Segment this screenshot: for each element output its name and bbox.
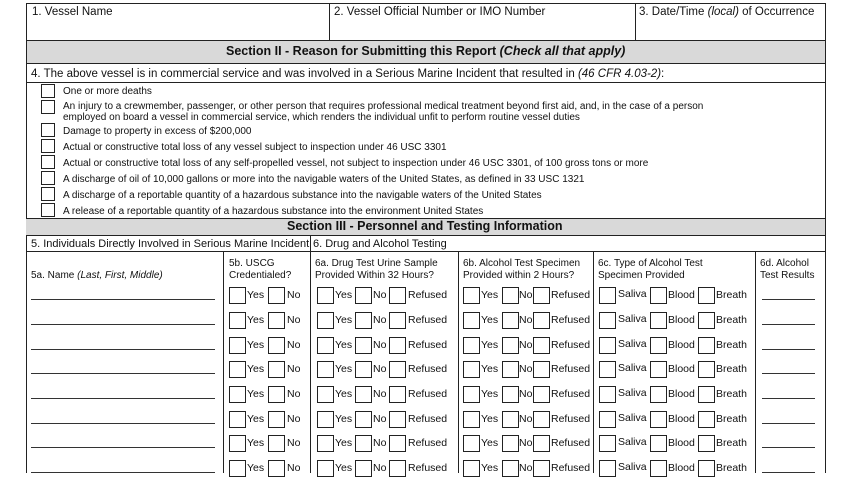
alcohol-test-refused-checkbox[interactable] <box>533 287 550 304</box>
specimen-blood-label: Blood <box>668 289 695 301</box>
credentialed-no-checkbox[interactable] <box>268 312 285 329</box>
specimen-saliva-checkbox[interactable] <box>599 312 616 329</box>
specimen-saliva-label: Saliva <box>618 313 647 325</box>
item-4-label: 4. The above vessel is in commercial service and was involved in a Serious Marine Incident that resulted in (46 CFR 4.03-2): <box>31 68 665 80</box>
specimen-blood-label: Blood <box>668 363 695 375</box>
reason-label-uninspected-vessel-loss: Actual or constructive total loss of any self-propelled vessel, not subject to inspection under 46 USC 3301, of 100 gross tons or more <box>63 158 649 169</box>
reason-label-inspected-vessel-loss: Actual or constructive total loss of any vessel subject to inspection under 46 USC 3301 <box>63 142 447 153</box>
specimen-saliva-checkbox[interactable] <box>599 386 616 403</box>
credentialed-yes-label: Yes <box>247 462 265 474</box>
credentialed-no-label: No <box>287 363 301 375</box>
specimen-saliva-checkbox[interactable] <box>599 435 616 452</box>
alcohol-test-yes-checkbox[interactable] <box>463 435 480 452</box>
alcohol-test-refused-checkbox[interactable] <box>533 460 550 477</box>
reason-label-hazardous-discharge: A discharge of a reportable quantity of a hazardous substance into the navigable waters of the United States <box>63 190 542 201</box>
drug-test-yes-checkbox[interactable] <box>317 411 334 428</box>
drug-test-refused-label: Refused <box>408 339 448 351</box>
alcohol-test-no-checkbox[interactable] <box>502 460 519 477</box>
credentialed-yes-checkbox[interactable] <box>229 312 246 329</box>
drug-test-no-label: No <box>373 339 387 351</box>
credentialed-yes-checkbox[interactable] <box>229 361 246 378</box>
drug-test-yes-checkbox[interactable] <box>317 435 334 452</box>
specimen-blood-label: Blood <box>668 437 695 449</box>
drug-test-refused-label: Refused <box>408 314 448 326</box>
credentialed-no-checkbox[interactable] <box>268 460 285 477</box>
reason-checkbox-oil-discharge[interactable] <box>41 171 55 185</box>
credentialed-yes-checkbox[interactable] <box>229 337 246 354</box>
col-6c-header-line2: Specimen Provided <box>598 270 685 281</box>
drug-test-no-checkbox[interactable] <box>355 312 372 329</box>
credentialed-yes-label: Yes <box>247 339 265 351</box>
credentialed-no-label: No <box>287 413 301 425</box>
name-field-row-6[interactable] <box>31 423 215 424</box>
drug-test-refused-checkbox[interactable] <box>389 460 406 477</box>
specimen-saliva-label: Saliva <box>618 387 647 399</box>
drug-test-refused-checkbox[interactable] <box>389 337 406 354</box>
drug-test-yes-label: Yes <box>335 462 353 474</box>
alcohol-test-refused-checkbox[interactable] <box>533 361 550 378</box>
drug-test-refused-label: Refused <box>408 388 448 400</box>
specimen-saliva-label: Saliva <box>618 362 647 374</box>
col-6b-header-line1: 6b. Alcohol Test Specimen <box>463 258 581 269</box>
alcohol-test-refused-checkbox[interactable] <box>533 312 550 329</box>
specimen-blood-checkbox[interactable] <box>650 411 667 428</box>
reason-checkbox-hazardous-discharge[interactable] <box>41 187 55 201</box>
drug-test-yes-label: Yes <box>335 314 353 326</box>
specimen-breath-label: Breath <box>716 437 747 449</box>
credentialed-yes-label: Yes <box>247 363 265 375</box>
vessel-name-label: 1. Vessel Name <box>32 6 113 18</box>
specimen-breath-label: Breath <box>716 339 747 351</box>
alcohol-test-no-label: No <box>519 314 533 326</box>
alcohol-test-refused-label: Refused <box>551 363 591 375</box>
alcohol-test-no-label: No <box>519 363 533 375</box>
drug-test-refused-checkbox[interactable] <box>389 435 406 452</box>
reason-checkbox-property-damage[interactable] <box>41 123 55 137</box>
alcohol-test-yes-checkbox[interactable] <box>463 460 480 477</box>
reason-label-oil-discharge: A discharge of oil of 10,000 gallons or more into the navigable waters of the United States, as defined in 33 USC 1321 <box>63 174 585 185</box>
drug-test-yes-checkbox[interactable] <box>317 312 334 329</box>
drug-test-refused-checkbox[interactable] <box>389 411 406 428</box>
drug-test-refused-label: Refused <box>408 462 448 474</box>
specimen-saliva-label: Saliva <box>618 412 647 424</box>
credentialed-no-label: No <box>287 314 301 326</box>
alcohol-test-yes-checkbox[interactable] <box>463 287 480 304</box>
specimen-blood-label: Blood <box>668 388 695 400</box>
alcohol-test-refused-label: Refused <box>551 289 591 301</box>
alcohol-test-yes-checkbox[interactable] <box>463 312 480 329</box>
credentialed-no-checkbox[interactable] <box>268 411 285 428</box>
specimen-breath-label: Breath <box>716 289 747 301</box>
credentialed-no-label: No <box>287 289 301 301</box>
credentialed-yes-checkbox[interactable] <box>229 287 246 304</box>
alcohol-test-no-checkbox[interactable] <box>502 337 519 354</box>
alcohol-test-no-checkbox[interactable] <box>502 312 519 329</box>
credentialed-yes-label: Yes <box>247 289 265 301</box>
alcohol-test-no-label: No <box>519 462 533 474</box>
specimen-saliva-checkbox[interactable] <box>599 460 616 477</box>
alcohol-test-no-checkbox[interactable] <box>502 435 519 452</box>
alcohol-test-yes-label: Yes <box>481 314 499 326</box>
col-5b-header-line2: Credentialed? <box>229 270 292 281</box>
col-6c-header-line1: 6c. Type of Alcohol Test <box>598 258 703 269</box>
drug-test-no-checkbox[interactable] <box>355 337 372 354</box>
specimen-blood-checkbox[interactable] <box>650 361 667 378</box>
col-6a-header-line2: Provided Within 32 Hours? <box>315 270 434 281</box>
drug-test-yes-checkbox[interactable] <box>317 361 334 378</box>
specimen-breath-checkbox[interactable] <box>698 312 715 329</box>
drug-test-yes-label: Yes <box>335 388 353 400</box>
specimen-blood-label: Blood <box>668 413 695 425</box>
specimen-breath-label: Breath <box>716 462 747 474</box>
drug-test-no-label: No <box>373 413 387 425</box>
drug-test-no-label: No <box>373 437 387 449</box>
specimen-blood-label: Blood <box>668 314 695 326</box>
credentialed-yes-checkbox[interactable] <box>229 435 246 452</box>
name-field-row-1[interactable] <box>31 299 215 300</box>
specimen-saliva-label: Saliva <box>618 338 647 350</box>
drug-test-yes-label: Yes <box>335 289 353 301</box>
specimen-blood-checkbox[interactable] <box>650 337 667 354</box>
specimen-breath-checkbox[interactable] <box>698 361 715 378</box>
credentialed-no-label: No <box>287 462 301 474</box>
alcohol-test-refused-checkbox[interactable] <box>533 337 550 354</box>
specimen-saliva-checkbox[interactable] <box>599 411 616 428</box>
alcohol-test-no-checkbox[interactable] <box>502 411 519 428</box>
drug-test-no-label: No <box>373 388 387 400</box>
drug-test-yes-checkbox[interactable] <box>317 460 334 477</box>
col-5a-header: 5a. Name (Last, First, Middle) <box>31 270 163 281</box>
alcohol-test-yes-label: Yes <box>481 462 499 474</box>
name-field-row-3[interactable] <box>31 349 215 350</box>
alcohol-test-yes-checkbox[interactable] <box>463 337 480 354</box>
reason-checkbox-injury[interactable] <box>41 100 55 114</box>
alcohol-result-field-row-7[interactable] <box>762 447 815 448</box>
name-field-row-5[interactable] <box>31 398 215 399</box>
alcohol-test-yes-label: Yes <box>481 339 499 351</box>
name-field-row-7[interactable] <box>31 447 215 448</box>
alcohol-result-field-row-4[interactable] <box>762 373 815 374</box>
specimen-breath-checkbox[interactable] <box>698 411 715 428</box>
alcohol-test-no-label: No <box>519 388 533 400</box>
specimen-breath-checkbox[interactable] <box>698 287 715 304</box>
alcohol-test-refused-label: Refused <box>551 314 591 326</box>
alcohol-test-yes-checkbox[interactable] <box>463 411 480 428</box>
col-5b-header-line1: 5b. USCG <box>229 258 275 269</box>
specimen-breath-checkbox[interactable] <box>698 337 715 354</box>
drug-test-no-label: No <box>373 314 387 326</box>
alcohol-test-refused-checkbox[interactable] <box>533 386 550 403</box>
alcohol-result-field-row-5[interactable] <box>762 398 815 399</box>
specimen-breath-checkbox[interactable] <box>698 386 715 403</box>
alcohol-test-yes-checkbox[interactable] <box>463 361 480 378</box>
drug-test-refused-label: Refused <box>408 413 448 425</box>
specimen-saliva-label: Saliva <box>618 288 647 300</box>
alcohol-test-refused-label: Refused <box>551 437 591 449</box>
drug-test-no-checkbox[interactable] <box>355 361 372 378</box>
alcohol-test-refused-label: Refused <box>551 388 591 400</box>
drug-test-yes-checkbox[interactable] <box>317 287 334 304</box>
specimen-blood-checkbox[interactable] <box>650 435 667 452</box>
specimen-blood-label: Blood <box>668 339 695 351</box>
drug-test-yes-checkbox[interactable] <box>317 337 334 354</box>
credentialed-yes-checkbox[interactable] <box>229 386 246 403</box>
reason-checkbox-uninspected-vessel-loss[interactable] <box>41 155 55 169</box>
col-6d-header-line1: 6d. Alcohol <box>760 258 809 269</box>
drug-test-refused-label: Refused <box>408 437 448 449</box>
item-5-label: 5. Individuals Directly Involved in Serious Marine Incident <box>31 238 310 250</box>
alcohol-test-yes-label: Yes <box>481 363 499 375</box>
reason-label-injury-cont: employed on board a vessel in commercial service, which renders the individual unfit to perform routine vessel duties <box>63 112 580 123</box>
name-field-row-4[interactable] <box>31 373 215 374</box>
specimen-breath-label: Breath <box>716 388 747 400</box>
specimen-blood-checkbox[interactable] <box>650 287 667 304</box>
specimen-saliva-checkbox[interactable] <box>599 361 616 378</box>
alcohol-test-refused-label: Refused <box>551 413 591 425</box>
alcohol-result-field-row-1[interactable] <box>762 299 815 300</box>
credentialed-yes-checkbox[interactable] <box>229 411 246 428</box>
alcohol-test-refused-label: Refused <box>551 462 591 474</box>
credentialed-yes-label: Yes <box>247 314 265 326</box>
credentialed-no-checkbox[interactable] <box>268 287 285 304</box>
specimen-blood-label: Blood <box>668 462 695 474</box>
specimen-blood-checkbox[interactable] <box>650 460 667 477</box>
drug-test-no-label: No <box>373 462 387 474</box>
alcohol-test-no-label: No <box>519 413 533 425</box>
specimen-breath-checkbox[interactable] <box>698 435 715 452</box>
reason-label-injury: An injury to a crewmember, passenger, or other person that requires professional medical treatment beyond first aid, and, in the case of a person <box>63 101 704 112</box>
alcohol-test-refused-label: Refused <box>551 339 591 351</box>
reason-label-hazardous-release: A release of a reportable quantity of a hazardous substance into the environment United States <box>63 206 484 217</box>
drug-test-yes-checkbox[interactable] <box>317 386 334 403</box>
drug-test-no-checkbox[interactable] <box>355 386 372 403</box>
specimen-breath-checkbox[interactable] <box>698 460 715 477</box>
drug-test-no-label: No <box>373 289 387 301</box>
specimen-blood-checkbox[interactable] <box>650 386 667 403</box>
credentialed-yes-checkbox[interactable] <box>229 460 246 477</box>
alcohol-test-no-label: No <box>519 339 533 351</box>
alcohol-test-no-checkbox[interactable] <box>502 287 519 304</box>
drug-test-yes-label: Yes <box>335 437 353 449</box>
credentialed-no-checkbox[interactable] <box>268 361 285 378</box>
specimen-breath-label: Breath <box>716 314 747 326</box>
credentialed-no-checkbox[interactable] <box>268 386 285 403</box>
credentialed-no-label: No <box>287 388 301 400</box>
official-number-label: 2. Vessel Official Number or IMO Number <box>334 6 546 18</box>
col-6d-header-line2: Test Results <box>760 270 815 281</box>
alcohol-test-no-label: No <box>519 437 533 449</box>
alcohol-test-no-checkbox[interactable] <box>502 386 519 403</box>
specimen-breath-label: Breath <box>716 413 747 425</box>
credentialed-yes-label: Yes <box>247 413 265 425</box>
col-6b-header-line2: Provided within 2 Hours? <box>463 270 575 281</box>
alcohol-test-no-label: No <box>519 289 533 301</box>
drug-test-yes-label: Yes <box>335 413 353 425</box>
drug-test-refused-label: Refused <box>408 289 448 301</box>
reason-label-deaths: One or more deaths <box>63 86 152 97</box>
credentialed-yes-label: Yes <box>247 437 265 449</box>
drug-test-yes-label: Yes <box>335 363 353 375</box>
credentialed-no-checkbox[interactable] <box>268 435 285 452</box>
item-6-label: 6. Drug and Alcohol Testing <box>313 238 447 250</box>
specimen-saliva-checkbox[interactable] <box>599 337 616 354</box>
reason-checkbox-deaths[interactable] <box>41 84 55 98</box>
drug-test-no-checkbox[interactable] <box>355 287 372 304</box>
specimen-blood-checkbox[interactable] <box>650 312 667 329</box>
alcohol-test-refused-checkbox[interactable] <box>533 411 550 428</box>
drug-test-refused-label: Refused <box>408 363 448 375</box>
reason-checkbox-hazardous-release[interactable] <box>41 203 55 217</box>
alcohol-result-field-row-6[interactable] <box>762 423 815 424</box>
section-3-title: Section III - Personnel and Testing Information <box>287 219 563 233</box>
specimen-saliva-label: Saliva <box>618 436 647 448</box>
drug-test-yes-label: Yes <box>335 339 353 351</box>
drug-test-no-checkbox[interactable] <box>355 460 372 477</box>
drug-test-refused-checkbox[interactable] <box>389 386 406 403</box>
section-2-title: Section II - Reason for Submitting this Report (Check all that apply) <box>226 44 626 58</box>
name-field-row-2[interactable] <box>31 324 215 325</box>
drug-test-no-label: No <box>373 363 387 375</box>
alcohol-test-refused-checkbox[interactable] <box>533 435 550 452</box>
credentialed-no-label: No <box>287 339 301 351</box>
alcohol-test-yes-label: Yes <box>481 289 499 301</box>
alcohol-test-yes-checkbox[interactable] <box>463 386 480 403</box>
col-6a-header-line1: 6a. Drug Test Urine Sample <box>315 258 438 269</box>
credentialed-no-checkbox[interactable] <box>268 337 285 354</box>
drug-test-no-checkbox[interactable] <box>355 435 372 452</box>
credentialed-no-label: No <box>287 437 301 449</box>
alcohol-test-no-checkbox[interactable] <box>502 361 519 378</box>
credentialed-yes-label: Yes <box>247 388 265 400</box>
drug-test-refused-checkbox[interactable] <box>389 287 406 304</box>
reason-label-property-damage: Damage to property in excess of $200,000 <box>63 126 252 137</box>
specimen-saliva-checkbox[interactable] <box>599 287 616 304</box>
drug-test-refused-checkbox[interactable] <box>389 312 406 329</box>
alcohol-test-yes-label: Yes <box>481 437 499 449</box>
drug-test-no-checkbox[interactable] <box>355 411 372 428</box>
datetime-label: 3. Date/Time (local) of Occurrence <box>639 6 815 18</box>
alcohol-result-field-row-3[interactable] <box>762 349 815 350</box>
specimen-breath-label: Breath <box>716 363 747 375</box>
specimen-saliva-label: Saliva <box>618 461 647 473</box>
alcohol-test-yes-label: Yes <box>481 388 499 400</box>
reason-checkbox-inspected-vessel-loss[interactable] <box>41 139 55 153</box>
alcohol-result-field-row-2[interactable] <box>762 324 815 325</box>
alcohol-test-yes-label: Yes <box>481 413 499 425</box>
drug-test-refused-checkbox[interactable] <box>389 361 406 378</box>
